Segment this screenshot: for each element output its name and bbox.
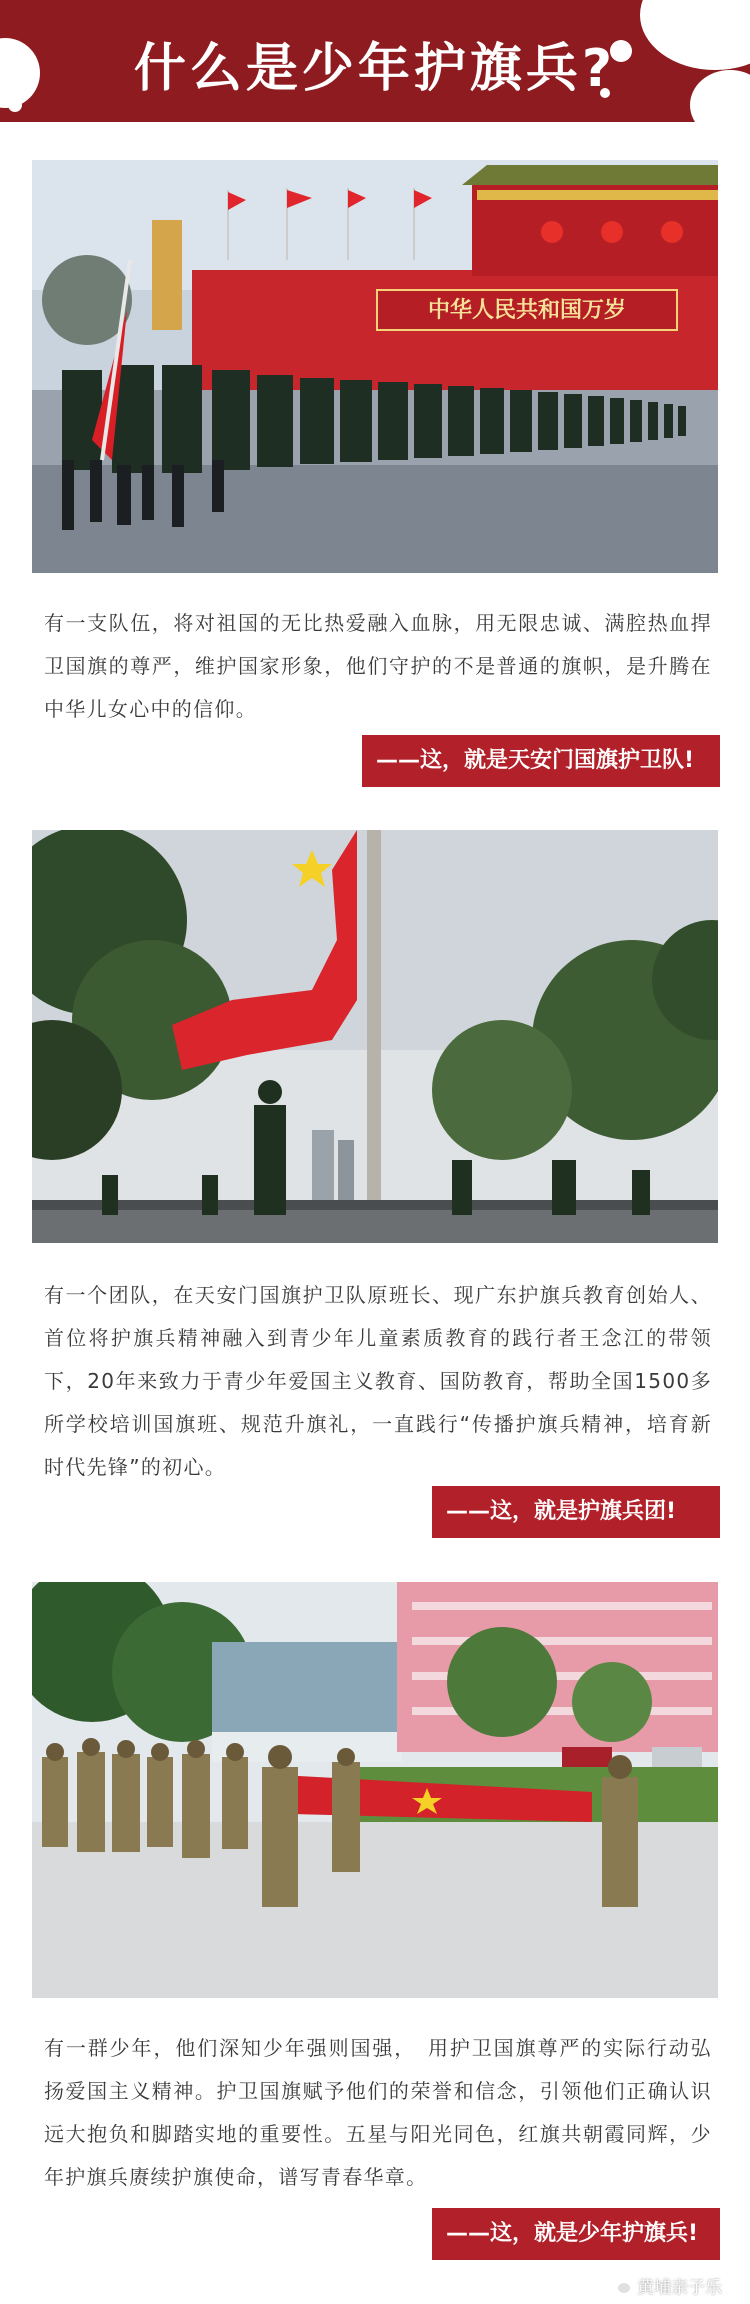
page-title: 什么是少年护旗兵? — [133, 39, 617, 99]
header-banner — [0, 0, 750, 122]
youth-flag-guard-photo — [32, 1582, 718, 1998]
watermark-text: 黄埔亲子乐 — [637, 2278, 722, 2298]
section3-banner: ——这，就是少年护旗兵! — [432, 2208, 720, 2260]
watermark — [609, 2273, 722, 2298]
section2-banner: ——这，就是护旗兵团! — [432, 1486, 720, 1538]
flag-raising-photo — [32, 830, 718, 1243]
section3-paragraph: 有一群少年，他们深知少年强则国强， 用护卫国旗尊严的实际行动弘扬爱国主义精神。护卫国旗赋予他们的荣誉和信念，引领他们正确认识远大抱负和脚踏实地的重要性。五星与阳光同色，红旗共朝霞同辉，少年护旗兵赓续护旗使命，谱写青春华章。 — [44, 2036, 712, 2189]
honor-guard-photo — [32, 160, 718, 573]
section1-banner: ——这，就是天安门国旗护卫队! — [362, 735, 720, 787]
section2-paragraph: 有一个团队，在天安门国旗护卫队原班长、现广东护旗兵教育创始人、首位将护旗兵精神融入到青少年儿童素质教育的践行者王念江的带领下，20年来致力于青少年爱国主义教育、国防教育，帮助全国1500多所学校培训国旗班、规范升旗礼，一直践行“传播护旗兵精神，培育新时代先锋”的初心。 — [44, 1283, 712, 1479]
tiananmen-sign: 中华人民共和国万岁 — [427, 298, 627, 323]
wechat-icon — [609, 2278, 631, 2294]
section1-paragraph: 有一支队伍，将对祖国的无比热爱融入血脉，用无限忠诚、满腔热血捍卫国旗的尊严，维护国家形象，他们守护的不是普通的旗帜，是升腾在中华儿女心中的信仰。 — [44, 611, 712, 721]
